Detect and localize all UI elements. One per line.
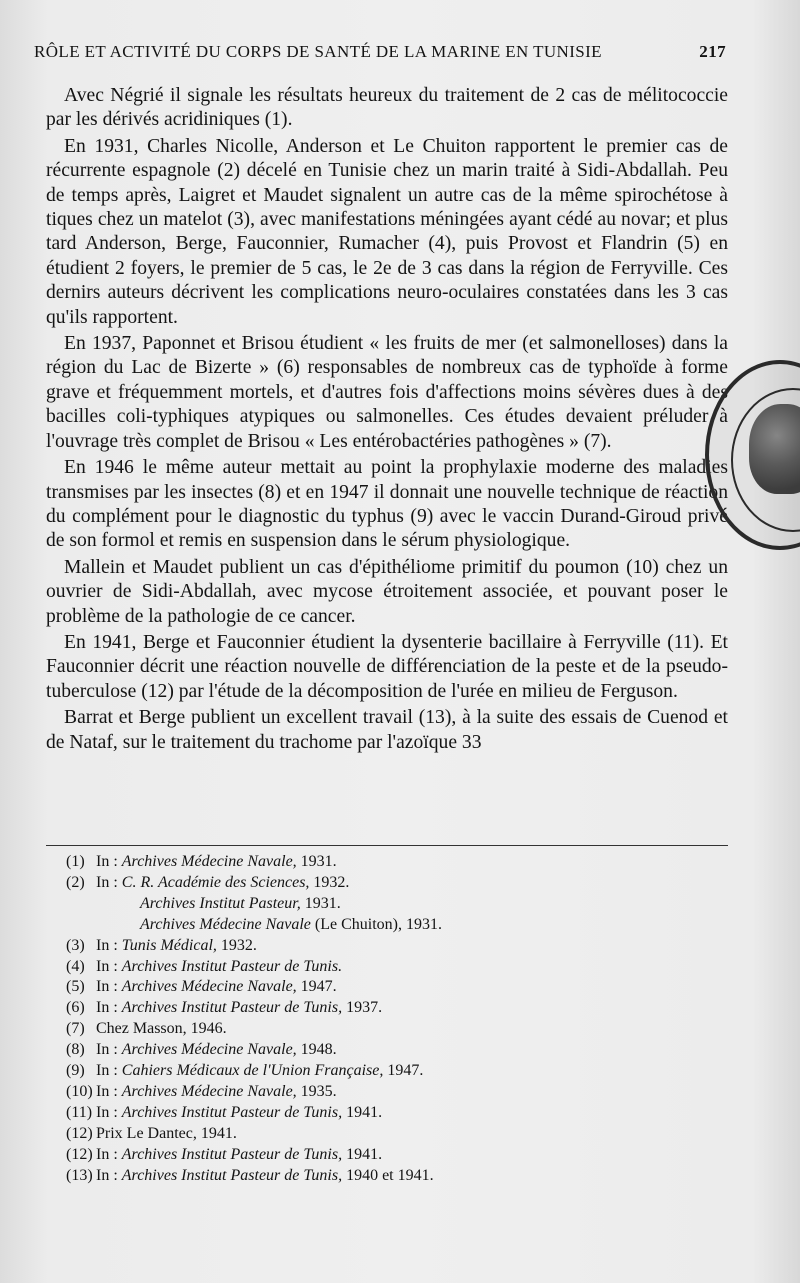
- footnote-text: [66, 894, 341, 915]
- footnote-text: [96, 852, 337, 873]
- footnote-prefix: In :: [96, 1082, 122, 1100]
- footnote-number: (4): [66, 957, 85, 975]
- footnote-source: Archives Institut Pasteur,: [140, 894, 301, 912]
- footnote-source: Archives Institut Pasteur de Tunis,: [121, 1166, 343, 1184]
- footnote-detail: 1935.: [296, 1082, 337, 1100]
- footnote-number: (7): [66, 1020, 85, 1038]
- footnote-detail: 1947.: [383, 1062, 424, 1080]
- footnote-detail: 1948.: [296, 1041, 337, 1059]
- footnote-source: Archives Institut Pasteur de Tunis,: [121, 999, 343, 1017]
- footnote-text: [96, 1145, 382, 1166]
- footnote-detail: 1932.: [216, 936, 257, 954]
- footnote-detail: 1932.: [309, 873, 350, 891]
- footnote-source: Tunis Médical,: [121, 936, 217, 954]
- footnote-source: Archives Médecine Navale,: [121, 853, 297, 870]
- footnote-source: C. R. Académie des Sciences,: [121, 873, 310, 891]
- footnote-prefix: In :: [96, 1103, 122, 1121]
- footnote-item: [66, 957, 726, 978]
- footnote-item: [66, 936, 726, 957]
- footnote-number: (5): [66, 978, 85, 996]
- footnote-number: (12): [66, 1124, 93, 1142]
- footnote-number: (1): [66, 853, 85, 870]
- footnote-detail: 1937.: [342, 999, 383, 1017]
- footnote-number: (6): [66, 999, 85, 1017]
- footnote-source: Archives Médecine Navale,: [121, 1082, 297, 1100]
- footnote-prefix: In :: [96, 853, 122, 870]
- footnote-item: [66, 1124, 726, 1145]
- footnote-item: [66, 894, 726, 915]
- footnote-number: (2): [66, 873, 85, 891]
- paragraph: En 1946 le même auteur mettait au point la prophylaxie moderne des maladies transmises par les insectes (8) et en 1947 il donnait une nouvelle technique de réaction du complément pour le diagnostic du typhus (9) avec le vaccin Durand-Giroud privé de son formol et remis en suspension dans le sérum physiologique.: [46, 457, 728, 552]
- footnote-prefix: In :: [96, 873, 122, 891]
- footnote-number: (10): [66, 1082, 93, 1100]
- footnote-item: [66, 998, 726, 1019]
- footnote-text: [96, 873, 349, 894]
- paragraph: En 1941, Berge et Fauconnier étudient la dysenterie bacillaire à Ferryville (11). Et Fauconnier décrit une réaction nouvelle de différenciation de la peste et de la pseudo-tuberculose (12) par l'étude de la décomposition de l'urée en milieu de Ferguson.: [46, 631, 728, 702]
- page-number: 217: [699, 42, 726, 61]
- footnote-item: [66, 1103, 726, 1124]
- footnote-text: [96, 977, 337, 998]
- body-text: [46, 84, 728, 757]
- footnote-item: [66, 1082, 726, 1103]
- footnote-prefix: In :: [96, 1166, 122, 1184]
- footnote-item: [66, 1061, 726, 1082]
- footnote-detail: 1931.: [300, 894, 341, 912]
- paragraph: Mallein et Maudet publient un cas d'épithéliome primitif du poumon (10) chez un ouvrier de Sidi-Abdallah, avec mycose étroitement associée, et pouvant poser le problème de la pathologie de ce cancer.: [46, 556, 728, 627]
- footnote-detail: 1940 et 1941.: [342, 1166, 434, 1184]
- footnote-source: Archives Institut Pasteur de Tunis,: [121, 1145, 343, 1163]
- footnote-detail: 1941.: [342, 1145, 383, 1163]
- footnote-text: [96, 1040, 337, 1061]
- footnote-prefix: In :: [96, 957, 122, 975]
- footnote-detail: Chez Masson, 1946.: [96, 1020, 227, 1038]
- footnote-number: (12): [66, 1145, 93, 1163]
- footnote-text: [66, 915, 442, 936]
- footnote-text: [96, 1019, 227, 1040]
- footnote-number: (9): [66, 1062, 85, 1080]
- running-title: RÔLE ET ACTIVITÉ DU CORPS DE SANTÉ DE LA MARINE EN TUNISIE: [34, 42, 602, 61]
- footnote-item: [66, 1019, 726, 1040]
- footnote-text: [96, 1124, 237, 1145]
- footnote-source: Archives Institut Pasteur de Tunis.: [121, 957, 343, 975]
- footnote-prefix: In :: [96, 978, 122, 996]
- footnote-prefix: In :: [96, 936, 122, 954]
- footnote-text: [96, 957, 342, 978]
- footnote-prefix: In :: [96, 1062, 122, 1080]
- running-header: [34, 42, 726, 68]
- footnote-item: [66, 977, 726, 998]
- footnote-number: (11): [66, 1103, 93, 1121]
- footnote-detail: Prix Le Dantec, 1941.: [96, 1124, 237, 1142]
- footnote-rule: [46, 845, 728, 846]
- paragraph: Barrat et Berge publient un excellent travail (13), à la suite des essais de Cuenod et de Nataf, sur le traitement du trachome par l'azoïque 33: [46, 707, 728, 753]
- footnote-item: [66, 873, 726, 894]
- footnote-number: (3): [66, 936, 85, 954]
- footnote-item: [66, 1040, 726, 1061]
- footnote-text: [96, 1061, 423, 1082]
- footnote-number: (8): [66, 1041, 85, 1059]
- footnote-text: [96, 936, 257, 957]
- footnotes: [66, 852, 726, 1187]
- footnote-source: Cahiers Médicaux de l'Union Française,: [121, 1062, 384, 1080]
- footnote-text: [96, 1166, 434, 1187]
- footnote-source: Archives Médecine Navale,: [121, 1041, 297, 1059]
- footnote-text: [96, 998, 382, 1019]
- footnote-item: [66, 915, 726, 936]
- stamp-bust-icon: [749, 404, 800, 494]
- paragraph: Avec Négrié il signale les résultats heureux du traitement de 2 cas de mélitococcie par les dérivés acridiniques (1).: [46, 85, 728, 131]
- footnote-prefix: In :: [96, 999, 122, 1017]
- footnote-number: (13): [66, 1166, 93, 1184]
- paragraph: En 1931, Charles Nicolle, Anderson et Le Chuiton rapportent le premier cas de récurrente espagnole (2) décelé en Tunisie chez un marin traité à Sidi-Abdallah. Peu de temps après, Laigret et Maudet signalent un autre cas de la même spirochétose à tiques chez un matelot (3), avec manifestations méningées ayant cédé au novar; et plus tard Anderson, Berge, Fauconnier, Rumacher (4), puis Provost et Flandrin (5) en étudient 2 foyers, le premier de 5 cas, le 2e de 3 cas dans la région de Ferryville. Ces dernirs auteurs décrivent les complications neuro-oculaires constatées dans les 3 cas qu'ils rapportent.: [46, 135, 728, 328]
- footnote-item: [66, 1145, 726, 1166]
- footnote-prefix: In :: [96, 1041, 122, 1059]
- footnote-detail: 1931.: [296, 853, 337, 870]
- footnote-text: [96, 1082, 337, 1103]
- footnote-item: [66, 852, 726, 873]
- footnote-text: [96, 1103, 382, 1124]
- footnote-detail: (Le Chuiton), 1931.: [310, 915, 442, 933]
- footnote-source: Archives Médecine Navale,: [121, 978, 297, 996]
- footnote-detail: 1947.: [296, 978, 337, 996]
- footnote-detail: 1941.: [342, 1103, 383, 1121]
- paragraph: En 1937, Paponnet et Brisou étudient « les fruits de mer (et salmonelloses) dans la région du Lac de Bizerte » (6) responsables de nombreux cas de typhoïde à forme grave et fréquemment mortels, et d'autres fois d'affections moins sévères dues à des bacilles coli-typhiques atypiques ou salmonelles. Ces études devaient préluder à l'ouvrage très complet de Brisou « Les entérobactéries pathogènes » (7).: [46, 333, 728, 452]
- footnote-source: Archives Médecine Navale: [140, 915, 311, 933]
- footnote-source: Archives Institut Pasteur de Tunis,: [121, 1103, 343, 1121]
- footnote-item: [66, 1166, 726, 1187]
- footnote-prefix: In :: [96, 1145, 122, 1163]
